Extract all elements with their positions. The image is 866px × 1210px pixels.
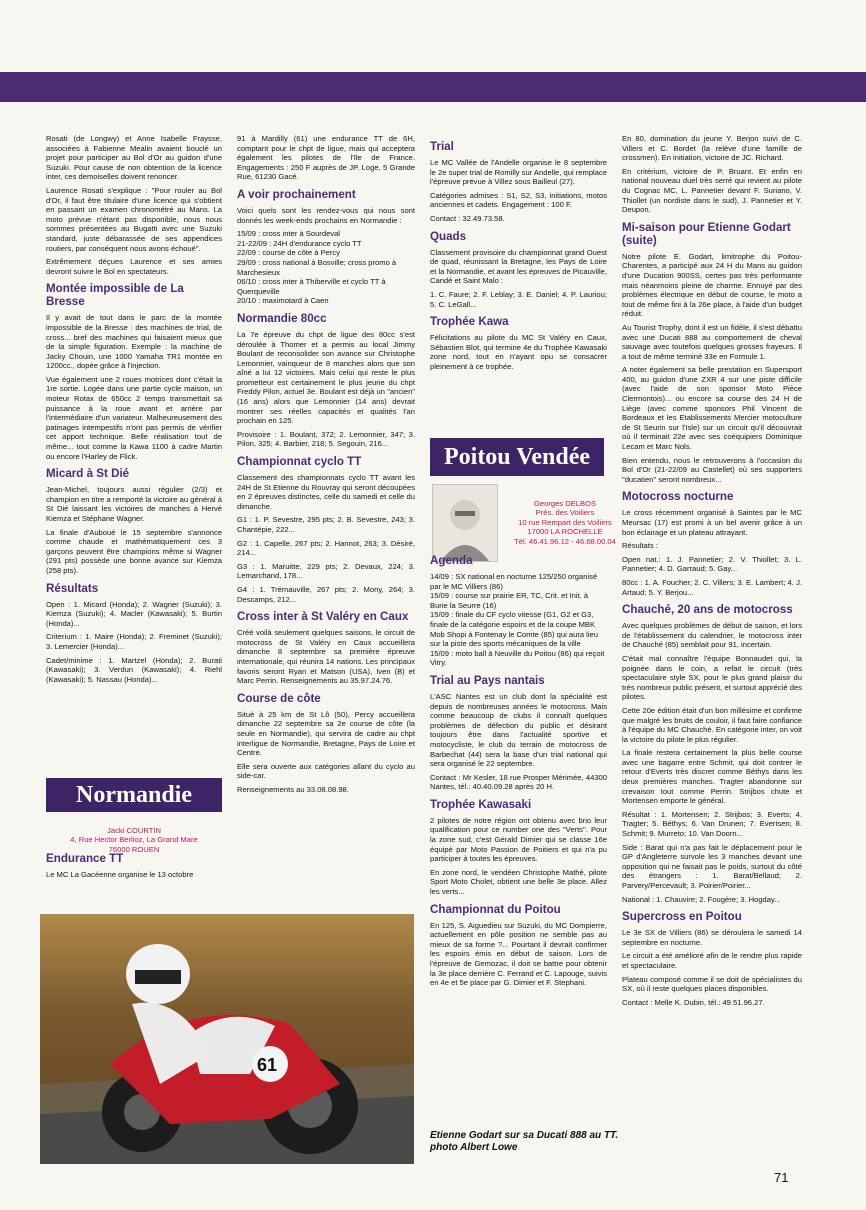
paragraph: Classement provisoire du championnat grand Ouest de quad, réunissant la Bretagne, les Pays de Loire et la Normandie, et avant les épreuves de Picauville, Candé et Saint Malo : — [430, 247, 607, 286]
paragraph: La 7e épreuve du chpt de ligue des 80cc s'est déroulée à Thomer et a permis au local Jimmy Boulant de reconsolider son avance sur Christophe Lemonnier, vainqueur de 8 manches alors que son aîné a lui 12 victoires. Mais celui qui reste le plus prometteur est certainement le plus jeune du chpt Freddy Pilon, actuel 3e. Boulant est déjà un "ancien" (16 ans) alors que Lemonnier (14 ans) devrait montrer ses réelles capacités et qualités l'an prochain en 125. — [237, 329, 415, 426]
paragraph: Plateau composé comme il se doit de spécialistes du SX, où il reste quelques places disponibles. — [622, 974, 802, 994]
address-poitou — [505, 499, 625, 546]
agenda-line: 15/09 : course sur prairie ER, TC, Crit. et Init. à Burie la Seurre (16) — [430, 591, 589, 610]
column-1-bottom — [46, 846, 222, 884]
paragraph: Contact : Melle K. Dubin, tél.: 49.51.96.27. — [622, 997, 765, 1007]
paragraph: G1 : 1. P. Sevestre, 295 pts; 2. B. Sevestre, 243; 3. Chantépie, 222... — [237, 515, 415, 534]
column-3 — [430, 134, 607, 376]
heading-normandie-80: Normandie 80cc — [237, 311, 327, 325]
paragraph: Contact : Mr Kesler, 18 rue Prosper Mérimée, 44300 Nantes, tél.: 40.40.09.28 après 20 H. — [430, 772, 607, 792]
address-line: Prés. des Voiliers — [535, 508, 595, 518]
agenda-line: 22/09 : course de côte à Percy — [237, 248, 340, 258]
paragraph: L'ASC Nantes est un club dont la spécialité est depuis de nombreuses années le motocross. Mais comme beaucoup de clubs il connaît quelques problèmes de défection du public et désirant toujours être dans l'actualité sportive et motocycliste, le club du terrain de motocross de Barbechat (44) sera la base d'un trial national qui sera organisé le 22 septembre. — [430, 691, 607, 769]
paragraph: Classement des championnats cyclo TT avant les 24H de St Etienne du Rouvray qui seront découpées en 2 épreuves distinctes, celle du samedi et celle du dimanche. — [237, 473, 415, 511]
paragraph: Vue également une 2 roues motrices dont c'était la 1re sortie. Logée dans une partie cycle maison, un moteur Rotax de 650cc 2 temps transmettait sa puissance à la roue avant et arrière par l'intermédiaire d'un variateur. Malheureusement des patinages intempestifs n'ont pas permis de vérifier cet apport technique. Belle réalisation tout de même... tout comme la Kawa 1100 à cadre Martin ou encore l'Harley de Flick. — [46, 374, 222, 461]
paragraph: La finale d'Auboué le 15 septembre s'annonce comme chaude et mathématiquement ces 3 garçons peuvent être champions même si Wagner (291 pts) possède une bonne avance sur Kiemza (258 pts). — [46, 527, 222, 575]
paragraph: G4 : 1. Trémauville, 267 pts; 2. Mony, 264; 3. Descamps, 212... — [237, 584, 415, 604]
paragraph: A noter également sa belle prestation en Supersport 400, au guidon d'une ZXR 4 sur une piste difficile (avec l'aide de son sponsor Moto Pièce Clermontois)... ou encore sa course des 24 H de Liège (avec comme sponsors Phil Vincent de Bordeaux et les Etablissements Mercier motoculture de St Seurin sur l'Isle) sur un circuit qu'il découvrait où il terminait 22e avec ses coéquipiers Dominique Lecam et Marc Nols. — [622, 365, 802, 452]
agenda-line: 29/09 : cross national à Bosville; cross promo à Marchesieux — [237, 257, 397, 277]
paragraph: Il y avait de tout dans le parc de la montée impossible de la Bresse : des machines de trial, de cross... bref des machines qui faisaient mieux que de la simple figuration. Exemple : la machine de Jacky Chouin, une 1000 Yamaha TR1 montée en 1200cc., dopée grâce à l'injection. — [46, 313, 222, 371]
paragraph: Criterium : 1. Maire (Honda); 2. Freminet (Suzuki); 3. Lemercier (Honda)... — [46, 632, 222, 651]
paragraph: Au Tourist Trophy, dont il est un fidèle, il s'est débattu avec une Ducati 888 au comportement de cheval sauvage avec toutefois quelques grosses frayeurs. Il a tout de même terminé 33e en Formule 1. — [622, 322, 802, 361]
header-band — [0, 72, 866, 102]
address-line: 17000 LA ROCHELLE — [527, 527, 603, 537]
heading-championnat-poitou: Championnat du Poitou — [430, 902, 561, 916]
paragraph: Bien entendu, nous le retrouverons à l'occasion du Bol d'Or (21-22/09 au Castellet) où ses supporters "ducatien" seront nombreux... — [622, 455, 802, 484]
paragraph: Open : 1. Micard (Honda); 2. Wagner (Suzuki); 3. Kiemza (Suzuki); 4. Macler (Kawasaki); 5. Burtin (Honda)... — [46, 599, 222, 628]
paragraph: Open nat.: 1. J. Pannetier; 2. V. Thiollet; 3. L. Pannetier; 4. D. Garraud; 5. Gay... — [622, 554, 802, 574]
heading-avoir: A voir prochainement — [237, 187, 356, 201]
heading-resultats: Résultats — [46, 581, 99, 595]
address-line: 4, Rue Hector Berlioz, La Grand Mare — [70, 835, 198, 845]
agenda-line: 20/10 : maximotard à Caen — [237, 296, 329, 306]
heading-chauche: Chauché, 20 ans de motocross — [622, 603, 793, 617]
heading-cyclo: Championnat cyclo TT — [237, 455, 362, 469]
paragraph: Créé voilà seulement quelques saisons, le circuit de motocross de St Valéry en Caux accueillera dimanche 8 septembre sa première épreuve internationale, qui réunira 14 nations. Les principaux favoris seront Ryan et Matson (USA), Iven (B) et Marc Perrin. Renseignements au 35.97.24.76. — [237, 628, 415, 686]
column-1 — [46, 134, 222, 688]
heading-quads: Quads — [430, 229, 467, 243]
column-3-bottom — [430, 548, 607, 992]
heading-supercross: Supercross en Poitou — [622, 910, 742, 924]
heading-cote: Course de côte — [237, 691, 321, 705]
paragraph: Renseignements au 33.08.08.98. — [237, 784, 349, 794]
paragraph: 1. C. Faure; 2. F. Leblay; 3. E. Daniel; 4. P. Lauriou; 5. C. LeGall... — [430, 289, 607, 309]
paragraph: Jean-Michel, toujours aussi régulier (2/3) et champion en titre a remporté la victoire au général à St Dié laissant les victoires de manches à Hervé Kiemza et Stéphane Wagner. — [46, 485, 222, 523]
paragraph: National : 1. Chauvire; 2. Fougère; 3. Hogday... — [622, 894, 781, 904]
paragraph: Cadet/minime : 1. Martzel (Honda); 2. Burati (Kawasaki); 3. Verdun (Kawasaki); 4. Riehl (Kawasaki); 5. Nassau (Honda)... — [46, 655, 222, 684]
paragraph: Avec quelques problèmes de début de saison, et lors de l'établissement du calendrier, le motocross inter de Chauché (85) semblait pour 91, incertain. — [622, 621, 802, 650]
bike-number: 61 — [257, 1055, 278, 1075]
motorcycle-illustration — [40, 914, 414, 1164]
agenda-line: 15/09 : finale du CF cyclo vitesse (G1, G2 et G3, finale de la catégorie espoirs et de la coupe MBK Mob Shopi à Fontenay le Comte (85) qui aura lieu sur la piste des sports mécaniques de la ville — [430, 610, 599, 649]
heading-motocross-nocturne: Motocross nocturne — [622, 490, 734, 504]
paragraph: Le circuit a été amélioré afin de le rendre plus rapide et spectaculaire. — [622, 951, 802, 970]
paragraph: Le 3e SX de Villiers (86) se déroulera le samedi 14 septembre en nocturne. — [622, 928, 802, 947]
paragraph: G2 : 1. Capelle, 267 pts; 2. Hannot, 263; 3. Désiré, 214... — [237, 538, 415, 558]
paragraph: Le MC Vallée de l'Andelle organise le 8 septembre le 2e super trial de Romilly sur Andelle, qui remplace l'épreuve prévue à Villez sous Bailleul (27). — [430, 158, 607, 187]
motorcycle-photo — [40, 914, 414, 1164]
heading-agenda: Agenda — [430, 554, 473, 567]
paragraph: 91 à Mardilly (61) une endurance TT de 6H, comptant pour le chpt de ligue, mais qui acceptera également les pilotes de l'Ile de France. Engagements : 250 F auprès de JP. Loge, 5 Grande Rue, 61230 Gacé. — [237, 134, 415, 182]
paragraph: Laurence Rosati s'explique : "Pour rouler au Bol d'Or, il faut être titulaire d'une licence qui s'obtient en passant un examen chronométré au Mans. La moto prévue n'étant pas disponible, nous nous sommes présentées au Bugatti avec une Suzuki standard, juste débarassée de ses appendices routiers, par conséquent nous avons échoué". — [46, 185, 222, 253]
agenda-line: 06/10 : cross inter à Thiberville et cyclo TT à Querqueville — [237, 277, 386, 296]
paragraph: Catégories admises : S1, S2, S3, initiations, motos anciennes et cadets. Engagement : 100 F. — [430, 190, 607, 210]
address-line: Jacki COURTIN — [107, 826, 161, 835]
region-box-normandie: Normandie — [46, 778, 222, 812]
paragraph: Résultats : — [622, 541, 658, 551]
address-line: Tél. 46.41.96.12 - 46.68.00.04 — [514, 536, 616, 546]
paragraph: Notre pilote E. Godart, limitrophe du Poitou-Charentes, a participé aux 24 H du Mans au guidon d'une Ducation 900SS, certes pas très performante mais néanmoins pleine de charme. Ennuyé par des problèmes électrique en début de course, le moto a tout de même fini à la 26e place, à l'aide d'un budget réduit. — [622, 251, 802, 319]
photo-caption: Etienne Godart sur sa Ducati 888 au TT. photo Albert Lowe — [430, 1130, 619, 1153]
paragraph: Provisoire : 1. Boulant, 372; 2. Lemonnier, 347; 3. Pilon, 325; 4. Barbier, 218; 5. Segouin, 216... — [237, 429, 415, 449]
heading-endurance: Endurance TT — [46, 852, 124, 865]
agenda-line: 14/09 : SX national en nocturne 125/250 organisé par le MC Villiers (86) — [430, 572, 598, 591]
paragraph: Le MC La Gacéenne organise le 13 octobre — [46, 870, 194, 879]
paragraph: G3 : 1. Maruitte, 229 pts; 2. Devaux, 224; 3. Lemarchand, 178... — [237, 561, 415, 581]
paragraph: 80cc : 1. A. Foucher; 2. C. Villers; 3. E. Lambert; 4. J. Artaud; 5. Y. Berjou... — [622, 577, 802, 597]
paragraph: Cette 20e édition était d'un bon millésime et confirme que malgré les bruits de couloir, il faut faire confiance à l'équipe du MC Chauché. En catégorie inter, on voit la victoire du pilote le plus régulier. — [622, 705, 802, 744]
paragraph: Voici quels sont les rendez-vous qui nous sont donnés les week-ends prochains en Normandie : — [237, 205, 415, 225]
paragraph: La finale restera certainement la plus belle course avec une bagarre entre Schmit, qui doit contrer le retour d'Everts très discret comme Béthys dans les deux premières manches. Tragter abandonne sur crevaison tout comme Perrin. Strijbos chute et Mortensen emporte le général. — [622, 748, 802, 806]
address-line: 10 rue Rempart des Voiliers — [518, 517, 612, 527]
region-box-poitou-vendee: Poitou Vendée — [430, 438, 604, 476]
paragraph: Extrêmement déçues Laurence et ses amies devront suivre le Bol en spectateurs. — [46, 257, 222, 276]
heading-montee: Montée impossible de La Bresse — [46, 282, 184, 309]
heading-trial-pays-nantais: Trial au Pays nantais — [430, 673, 545, 687]
page-number: 71 — [774, 1170, 789, 1185]
heading-trial: Trial — [430, 140, 454, 153]
paragraph: Side : Barat qui n'a pas fait le déplacement pour le GP d'Angleterre survole les 3 manches devant une opposition qui ne faisait pas le poids, surtout du côté des étrangers : 1. Barat/Bellaud; 2. Parvery/Percevault; 3. Poirier/Poirier... — [622, 842, 802, 890]
agenda-line: 15/09 : cross inter à Sourdeval — [237, 229, 340, 239]
paragraph: Rosati (de Longwy) et Anne Isabelle Fraysse, associées à Fabienne Mealin avaient bouclé un projet pour participer au Bol d'Or au guidon d'une Suzuki. Pour cause de non obtention de la licence inter, ces demoiselles doivent renoncer. — [46, 134, 222, 182]
agenda-line: 21-22/09 : 24H d'endurance cyclo TT — [237, 238, 362, 248]
paragraph: Le cross récemment organisé à Saintes par le MC Meursac (17) est promi à un bel avenir grâce à un bon éclairage et un plateau attrayant. — [622, 508, 802, 537]
paragraph: Contact : 32.49.73.58. — [430, 213, 505, 223]
paragraph: En 80, domination du jeune Y. Berjon suivi de C. Villers et C. Bordet (la relève d'une famille de crossmen). En initiation, victoire de JC. Richard. — [622, 134, 802, 163]
column-4 — [622, 134, 802, 1011]
agenda-line: 15/09 : moto ball à Neuville du Poitou (86) qui reçoit Vitry. — [430, 648, 605, 668]
paragraph: Elle sera ouverte aux catégories allant du cyclo au side-car. — [237, 761, 415, 781]
paragraph: Félicitations au pilote du MC St Valéry en Caux, Sébastien Blot, qui termine 4e du Trophée Kawasaki zone nord, tout en n'ayant opu se consacrer pleinement à ce trophée. — [430, 333, 607, 371]
paragraph: En 125, S. Aiguedieu sur Suzuki, du MC Dompierre, actuellement en pôle position ne semble pas au mieux de sa forme ?... Pourtant il devrait confirmer les espoirs émis en début de saison. Lors de l'épreuve de Gemozac, il doit se battre pour obtenir la 3e place derrière C. Ferrand et C. Lapouge, suivis en 4e et 5e place par G. Dimier et F. Stephani. — [430, 920, 607, 988]
paragraph: En critérium, victoire de P. Bruant. Et enfin en national nouveau duel très serré qui revient au pilote du Cognac MC, L. Pannetier devant F. Suriano, V. Thiollet (un nordiste dans le sud), J. Pannetier et Y. Deupon. — [622, 166, 802, 215]
paragraph: 2 pilotes de notre région ont obtenu avec brio leur qualification pour ce number one des "Verts". Pour la zone sud, c'est Gérald Dimier qui se classe 16e équipé par Moto Passion de Poitiers et qui n'a pu participer à toutes les épreuves. — [430, 815, 607, 864]
heading-trophee-kawasaki: Trophée Kawasaki — [430, 797, 532, 811]
address-line: Georges DELBOS — [533, 499, 597, 508]
paragraph: En zone nord, le vendéen Christophe Mathé, pilote Sport Moto Cholet, obtient une belle 3e place. Allez les verts... — [430, 867, 607, 897]
paragraph: Résultat : 1. Mortensen; 2. Strijbos; 3. Everts; 4. Tragter; 5. Béthys; 6. Van Drunen; 7. Evertsen; 8. Schmit; 9. Murreto; 10. Van Doorn... — [622, 809, 802, 839]
address-line: 76000 ROUEN — [108, 844, 160, 854]
column-2 — [237, 134, 415, 798]
heading-trophee-kawa: Trophée Kawa — [430, 315, 509, 329]
paragraph: Situé à 25 km de St Lô (50), Percy accueillera dimanche 22 septembre sa 2e course de côte (la seule en Normandie), qui servira de cadre au chpt interligue de Normandie, Bretagne, Pays de Loire et Centre. — [237, 709, 415, 758]
paragraph: C'était mal connaître l'équipe Bonnaudet qui, la poignée dans le coin, a refait le circuit (très spectaculaire style SX, pour le plus grand plaisir du très nombreux public présent, et surtout apprécié des pilotes. — [622, 653, 802, 702]
heading-godart: Mi-saison pour Etienne Godart (suite) — [622, 220, 791, 247]
heading-cross-inter: Cross inter à St Valéry en Caux — [237, 610, 409, 624]
heading-micard: Micard à St Dié — [46, 467, 130, 481]
